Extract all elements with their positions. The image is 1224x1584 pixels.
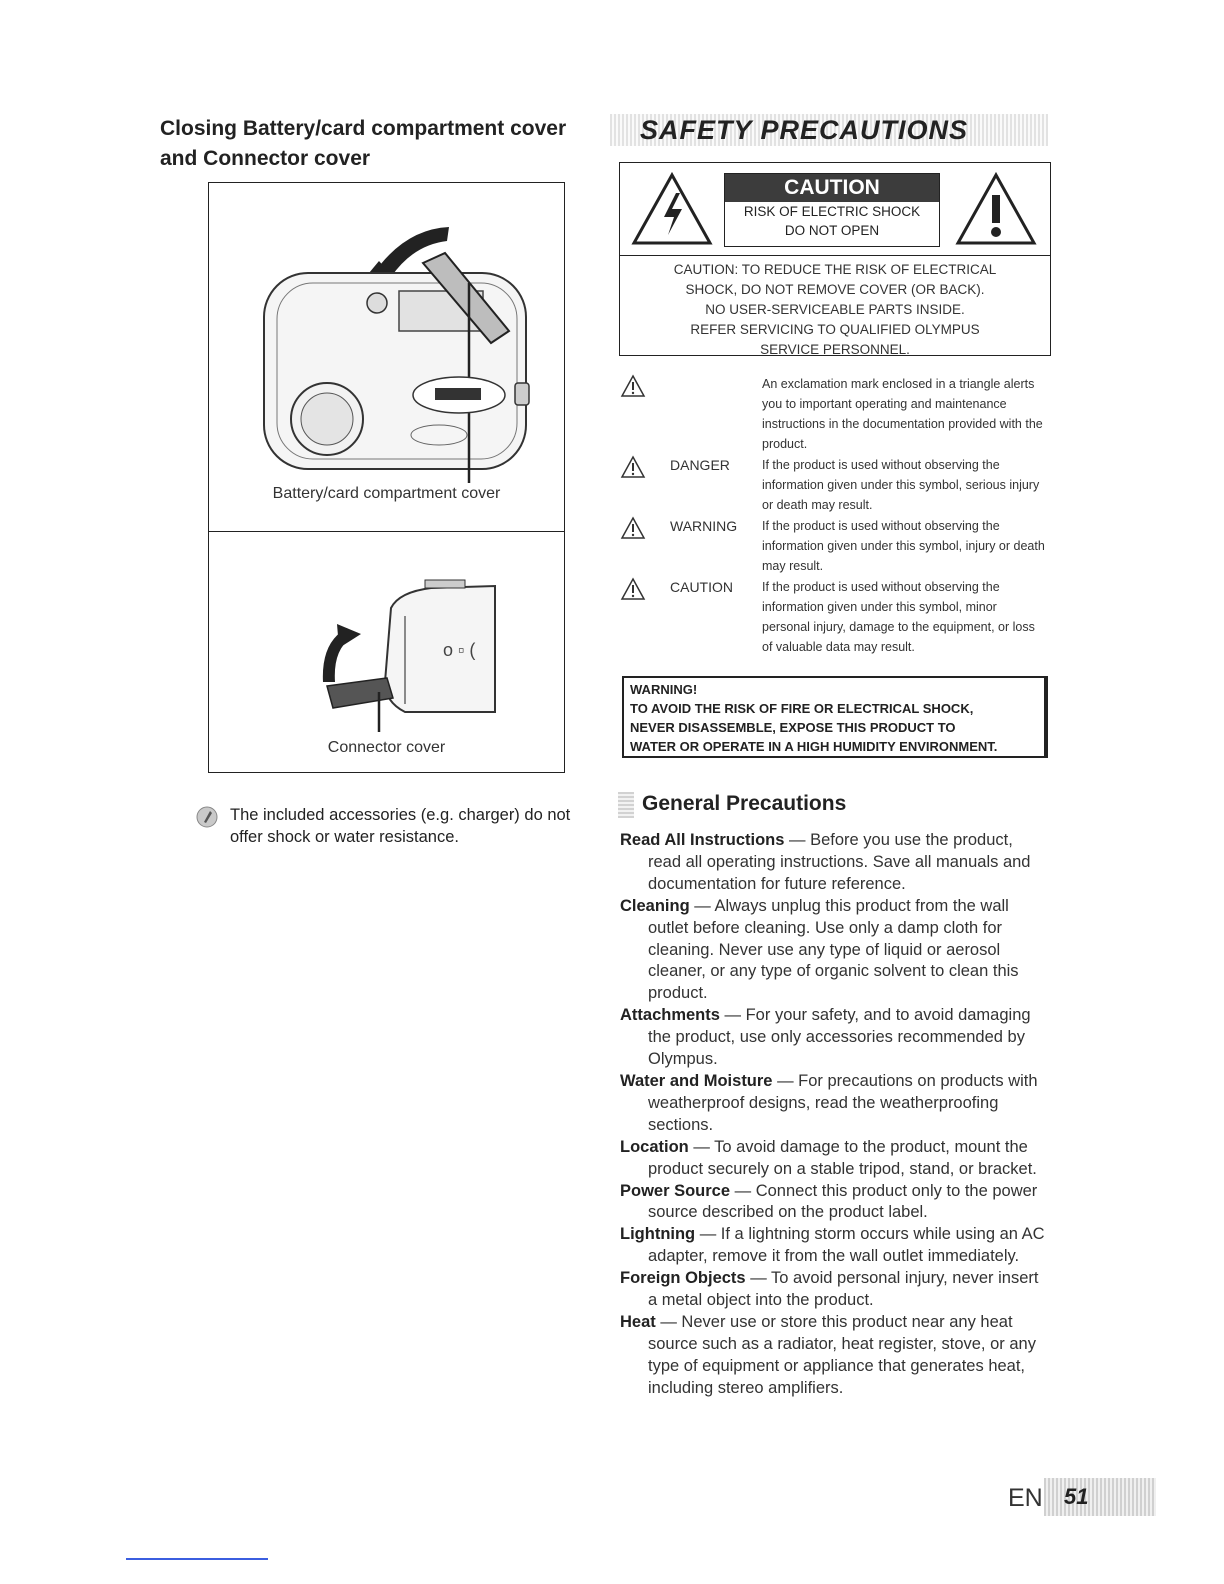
- caution-body-line: REFER SERVICING TO QUALIFIED OLYMPUS: [690, 322, 980, 337]
- precaution-text: — To avoid personal injury, never insert a metal object into the product.: [648, 1269, 1039, 1310]
- caution-body-line: SHOCK, DO NOT REMOVE COVER (OR BACK).: [685, 282, 985, 297]
- electric-shock-warning-icon: [630, 171, 714, 247]
- svg-text:o ▫ (: o ▫ (: [443, 640, 476, 660]
- figure1-caption: Battery/card compartment cover: [272, 485, 501, 502]
- left-title-line1: Closing Battery/card compartment cover: [160, 117, 567, 140]
- figure-box: [208, 182, 565, 773]
- precaution-item: [620, 1005, 1050, 1071]
- legend-text: If the product is used without observing the information given under this symbol, injury or death may result.: [762, 519, 1045, 573]
- legend-text: An exclamation mark enclosed in a triangle alerts you to important operating and maintenance instructions in the documentation provided with the product.: [762, 377, 1043, 451]
- caution-body-line: NO USER-SERVICEABLE PARTS INSIDE.: [705, 302, 965, 317]
- camera-connector-cover-illustration: [209, 532, 564, 772]
- exclamation-triangle-icon: [620, 374, 646, 398]
- caution-sub-line1: RISK OF ELECTRIC SHOCK: [743, 204, 921, 219]
- heading-marker: [618, 792, 634, 818]
- precaution-item: [620, 1137, 1050, 1181]
- caution-box: [619, 162, 1051, 356]
- bottom-rule: [126, 1558, 268, 1560]
- precaution-text: — For your safety, and to avoid damaging the product, use only accessories recommended by Olympus.: [648, 1006, 1031, 1069]
- figure-battery-cover: [209, 183, 564, 532]
- caution-label: [724, 173, 940, 247]
- left-title-line2: and Connector cover: [160, 147, 371, 170]
- warning-box: [622, 676, 1048, 758]
- camera-battery-cover-illustration: [209, 183, 564, 531]
- precaution-text: — To avoid damage to the product, mount the product securely on a stable tripod, stand, or bracket.: [648, 1137, 1037, 1178]
- precaution-term: Power Source: [620, 1181, 731, 1200]
- warning-line: NEVER DISASSEMBLE, EXPOSE THIS PRODUCT TO: [630, 720, 956, 735]
- precaution-text: — If a lightning storm occurs while using an AC adapter, remove it from the wall outlet immediately.: [648, 1225, 1045, 1266]
- warning-triangle-icon: [620, 516, 646, 540]
- legend-label: DANGER: [670, 457, 730, 473]
- precaution-term: Foreign Objects: [620, 1269, 746, 1288]
- precaution-item: [620, 896, 1050, 1006]
- precaution-text: — Never use or store this product near any heat source such as a radiator, heat register, stove, or any type of equipment or appliance that generates heat, including stereo amplifiers.: [648, 1312, 1036, 1397]
- precaution-item: [620, 1181, 1050, 1225]
- page-language: EN: [1008, 1484, 1043, 1512]
- precaution-item: [620, 1312, 1050, 1400]
- danger-triangle-icon: [620, 455, 646, 479]
- precaution-term: Lightning: [620, 1225, 696, 1244]
- precaution-term: Water and Moisture: [620, 1071, 773, 1090]
- tip-icon: [196, 806, 218, 828]
- page-number: 51: [1044, 1478, 1156, 1516]
- precaution-text: — For precautions on products with weatherproof designs, read the weatherproofing sections.: [648, 1071, 1038, 1134]
- precaution-item: [620, 830, 1050, 896]
- exclamation-warning-icon: [954, 171, 1038, 247]
- note-text: The included accessories (e.g. charger) do not offer shock or water resistance.: [230, 806, 571, 846]
- precaution-term: Cleaning: [620, 896, 690, 915]
- legend-text: If the product is used without observing the information given under this symbol, serious injury or death may result.: [762, 458, 1040, 512]
- precaution-item: [620, 1268, 1050, 1312]
- warning-line: TO AVOID THE RISK OF FIRE OR ELECTRICAL SHOCK,: [630, 701, 974, 716]
- caution-sub-line2: DO NOT OPEN: [784, 223, 880, 238]
- precaution-text: — Before you use the product, read all operating instructions. Save all manuals and documentation for future reference.: [648, 831, 1031, 893]
- precaution-text: — Always unplug this product from the wall outlet before cleaning. Use only a damp cloth for cleaning. Never use any type of liquid or aerosol cleaner, or any type of organic solvent to clean this product.: [648, 896, 1019, 1003]
- caution-body-line: CAUTION: TO REDUCE THE RISK OF ELECTRICAL: [673, 262, 997, 277]
- figure2-caption: Connector cover: [327, 739, 446, 756]
- note: [196, 804, 586, 848]
- caution-triangle-icon: [620, 577, 646, 601]
- general-precautions-title: General Precautions: [642, 792, 847, 815]
- precaution-item: [620, 1071, 1050, 1137]
- precaution-term: Heat: [620, 1312, 656, 1331]
- precaution-term: Location: [620, 1137, 689, 1156]
- legend-text: If the product is used without observing the information given under this symbol, minor personal injury, damage to the equipment, or loss of valuable data may result.: [762, 580, 1035, 654]
- caution-body: [620, 256, 1050, 360]
- left-section-title: [160, 114, 600, 174]
- warning-line: WARNING!: [630, 682, 698, 697]
- caution-body-line: SERVICE PERSONNEL.: [760, 342, 910, 357]
- warning-line: WATER OR OPERATE IN A HIGH HUMIDITY ENVIRONMENT.: [630, 739, 998, 754]
- legend-label: WARNING: [670, 518, 738, 534]
- figure-connector-cover: [209, 532, 564, 772]
- caution-header: [620, 163, 1050, 256]
- general-precautions-heading: [620, 792, 846, 816]
- precautions-list: [620, 830, 1050, 1400]
- precaution-term: Read All Instructions: [620, 831, 785, 849]
- caution-heading: CAUTION: [725, 174, 939, 202]
- safety-precautions-title: SAFETY PRECAUTIONS: [610, 114, 1048, 146]
- legend-label: CAUTION: [670, 579, 733, 595]
- precaution-item: [620, 1224, 1050, 1268]
- precaution-term: Attachments: [620, 1006, 720, 1025]
- precaution-text: — Connect this product only to the power source described on the product label.: [648, 1181, 1038, 1222]
